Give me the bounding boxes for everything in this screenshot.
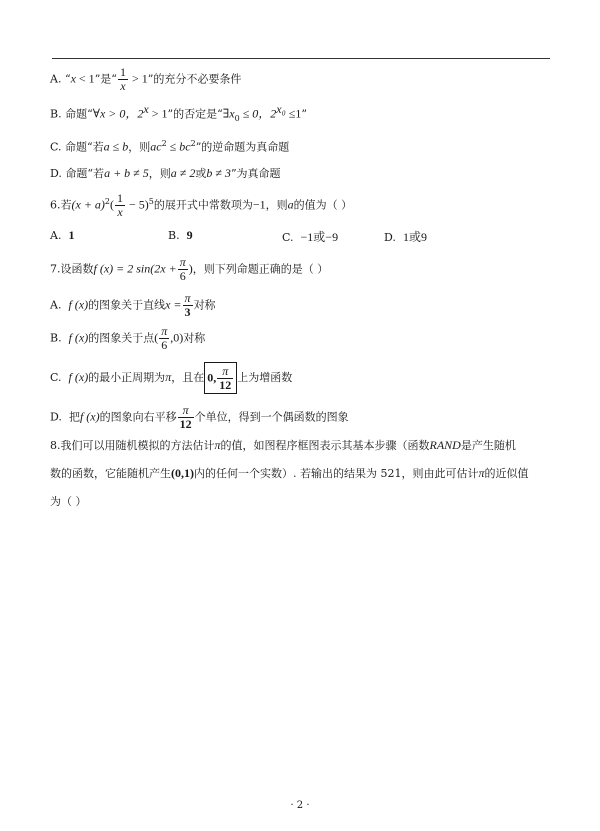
- question-8-line-1: 8.我们可以用随机模拟的方法估计π的值，如图程序框图表示其基本步骤（函数RAND是产生随机: [50, 438, 516, 452]
- q6-option-b: B. 9: [168, 228, 193, 242]
- question-8-line-3: 为（ ）: [50, 495, 87, 508]
- question-7: 7.设函数f (x) = 2 sin(2x + $\frac{\pi}{6}$ )，则下列命题正确的是（ ）: [50, 255, 329, 283]
- q7-option-c: C. f (x)的最小正周期为π，且在 0, $\frac{\pi}{12}$ 上为增函数: [50, 362, 292, 394]
- option-d: D. 命题“若a + b ≠ 5，则a ≠ 2或b ≠ 3”为真命题: [50, 166, 281, 180]
- option-c: C. 命题“若a ≤ b，则$ac^2 \le bc^2$”的逆命题为真命题: [50, 139, 290, 154]
- page-number: · 2 ·: [290, 800, 310, 811]
- closed-interval: 0, $\frac{\pi}{12}$: [204, 362, 237, 394]
- option-a: A. “x < 1”是“ $\frac{1}{x}$ > 1”的充分不必要条件: [50, 65, 242, 93]
- header-rule: [52, 58, 550, 59]
- option-b: B. 命题“∀x > 0，$2^x > 1$”的否定是“$\exists x_0 \le 0$，$2^{x_0} \le 1$”: [50, 102, 307, 123]
- q7-option-b: B. f (x)的图象关于点( $\frac{\pi}{6}$ ,0)对称: [50, 324, 206, 352]
- q6-option-a: A. 1: [50, 228, 75, 242]
- q6-option-c: C. −1或−9: [282, 230, 339, 244]
- question-8-line-2: 数的函数，它能随机产生(0,1)内的任何一个实数）. 若输出的结果为 521，则由此可估计π的近似值: [50, 466, 529, 480]
- q6-option-d: D. 1或9: [384, 230, 427, 244]
- question-6: 6.若$(x + a)^2$( $\frac{1}{x}$ − 5)$^5$的展开式中常数项为−1，则a的值为（ ）: [50, 191, 353, 219]
- q7-option-d: D. 把f (x)的图象向右平移 $\frac{\pi}{12}$ 个单位，得到一个偶函数的图象: [50, 403, 349, 431]
- q7-option-a: A. f (x)的图象关于直线x = $\frac{\pi}{3}$ 对称: [50, 291, 216, 319]
